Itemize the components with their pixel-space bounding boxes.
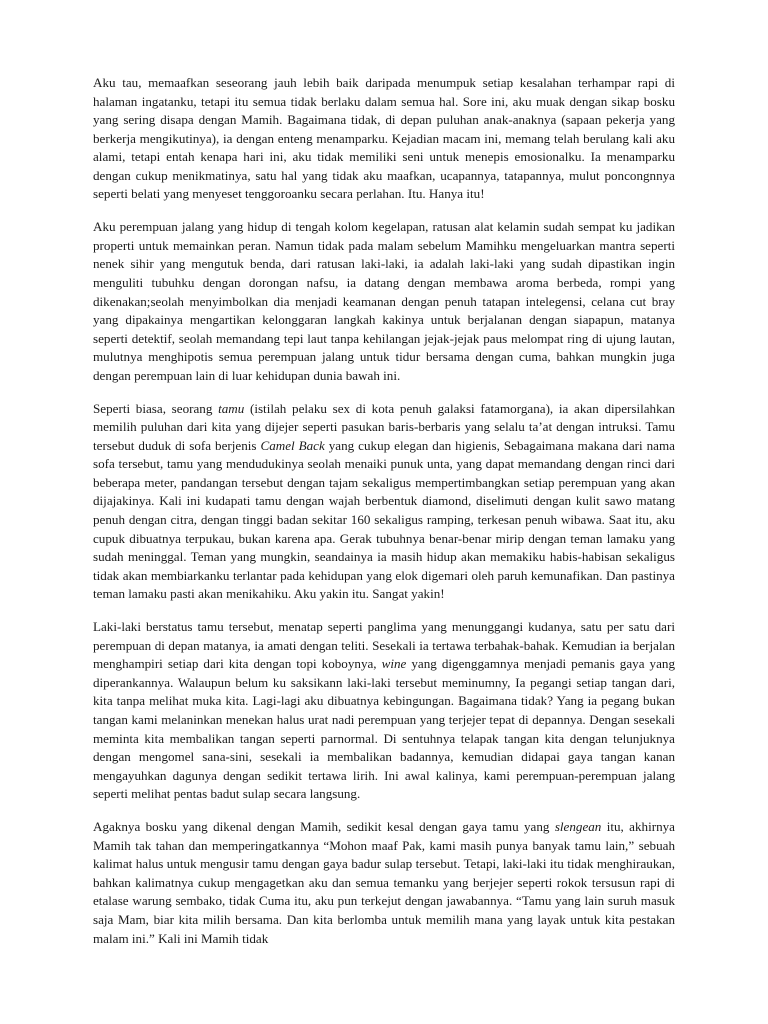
text-run: (istilah pelaku sex di kota penuh galaksi fatamorgana), ia akan dipersilahkan memilih puluhan dari kita yang dijejer seperti pasukan baris-berbaris yang selalu ta’at dengan intruksi. Tamu tersebut duduk di sofa berjenis — [93, 400, 675, 453]
italic-term: tamu — [218, 400, 245, 416]
italic-term: slengean — [554, 819, 602, 835]
body-paragraph — [93, 618, 675, 803]
document-page — [93, 74, 675, 963]
italic-term: Camel Back — [260, 437, 325, 453]
text-run: Agaknya bosku yang dikenal dengan Mamih, sedikit kesal dengan gaya tamu yang — [93, 819, 555, 835]
body-paragraph — [93, 74, 675, 204]
text-run: Aku perempuan jalang yang hidup di tengah kolom kegelapan, ratusan alat kelamin sudah sempat ku jadikan properti untuk memainkan peran. Namun tidak pada malam sebelum Mamihku mengeluarkan mantra seperti nenek sihir yang mengutuk benda, dari ratusan laki-laki, ia adalah laki-laki yang sudah dipastikan ingin menguliti tubuhku dengan dorongan nafsu, ia datang dengan membawa aroma berbeda, rompi yang dikenakan;seolah menyimbolkan dia menjadi keamanan dengan penuh tatapan intelegensi, celana cut bray yang dipakainya mengartikan kelonggaran langkah kakinya untuk berjalanan dengan siapapun, matanya seperti detektif, seolah memandang tepi laut tanpa kehilangan jejak-jejak paus melompat ring di ujung lautan, mulutnya menghipotis semua perempuan jalang untuk tidur bersama dengan cuma, bahkan mungkin juga dengan perempuan lain di luar kehidupan dunia bawah ini. — [93, 219, 675, 383]
text-run: yang cukup elegan dan higienis, Sebagaimana makana dari nama sofa tersebut, tamu yang mendudukinya seolah menaiki punuk unta, yang dapat memandang dengan rinci dari beberapa meter, pandangan tersebut dengan tajam sekaligus mempertimbangkan setiap perempuan yang akan dijajakinya. Kali ini kudapati tamu dengan wajah berbentuk diamond, diselimuti dengan kulit sawo matang penuh dengan citra, dengan tinggi badan sekitar 160 sekaligus ramping, terkesan penuh wibawa. Saat itu, aku cupuk dibuatnya terpukau, bukan karena apa. Gerak tubuhnya benar-benar mirip dengan teman lamaku yang sudah meninggal. Teman yang mungkin, seandainya ia masih hidup akan memakiku habis-habisan sekaligus tidak akan membiarkanku terlantar pada kehidupan yang elok digemari oleh paruh kemunafikan. Dan pastinya teman lamaku pasti akan menikahiku. Aku yakin itu. Sangat yakin! — [93, 437, 675, 602]
text-run: yang digenggamnya menjadi pemanis gaya yang diperankannya. Walaupun belum ku saksikann laki-laki tersebut meminumny, Ia pegangi setiap tangan dari, kita tanpa melihat muka kita. Lagi-lagi aku dibuatnya kebingungan. Bagaimana tidak? Yang ia pegang bukan tangan kami melaninkan menekan halus urat nadi perempuan yang terjejer tepat di depannya. Dengan sesekali meminta kita membalikan tangan seperti parnormal. Di sentuhnya telapak tangan kita dengan telunjuknya dengan mengomel sana-sini, sesekali ia membalikan badannya, kemudian didapai gaya tangan kanan mengayuhkan dagunya dengan sedikit tertawa lirih. Ini awal kalinya, kami perempuan-perempuan jalang seperti melihat pentas badut sulap secara langsung. — [93, 656, 675, 802]
text-run: Laki-laki berstatus tamu tersebut, menatap seperti panglima yang menunggangi kudanya, satu per satu dari perempuan di depan matanya, ia amati dengan teliti. Sesekali ia tertawa terbahak-bahak. Kemudian ia berjalan menghampiri setiap dari kita dengan topi koboynya, — [93, 619, 675, 672]
body-paragraph — [93, 218, 675, 385]
text-run: Seperti biasa, seorang — [93, 400, 219, 416]
italic-term: wine — [381, 656, 407, 672]
text-run: itu, akhirnya Mamih tak tahan dan memperingatkannya “Mohon maaf Pak, kami masih punya banyak tamu lain,” sebuah kalimat halus untuk mengusir tamu dengan gaya badur sulap tersebut. Tetapi, laki-laki itu tidak menghiraukan, bahkan kalimatnya cukup mengagetkan aku dan semua temanku yang berjejer seperti rokok tersusun rapi di etalase warung sembako, tidak Cuma itu, aku pun terkejut dengan jawabannya. “Tamu yang lain suruh masuk saja Mam, biar kita milih bersama. Dan kita berlomba untuk memilih mana yang layak untuk kita pestakan malam ini.” Kali ini Mamih tidak — [93, 819, 675, 946]
body-paragraph — [93, 818, 675, 948]
text-run: Aku tau, memaafkan seseorang jauh lebih baik daripada menumpuk setiap kesalahan terhampar rapi di halaman ingatanku, tetapi itu semua tidak berlaku dalam semua hal. Sore ini, aku muak dengan sikap bosku yang sering disapa dengan Mamih. Bagaimana tidak, di depan puluhan anak-anaknya (sapaan pekerja yang berkerja mengikutinya), ia dengan enteng menamparku. Kejadian macam ini, memang telah berulang kali aku alami, tetapi entah kenapa hari ini, aku tidak memiliki seni untuk menepis emosionalku. Ia menamparku dengan cukup menikmatinya, satu hal yang tidak aku maafkan, ucapannya, tatapannya, mulut poncongnnya seperti belati yang menyeset tenggoroanku secara perlahan. Itu. Hanya itu! — [93, 75, 675, 202]
body-paragraph — [93, 400, 675, 604]
